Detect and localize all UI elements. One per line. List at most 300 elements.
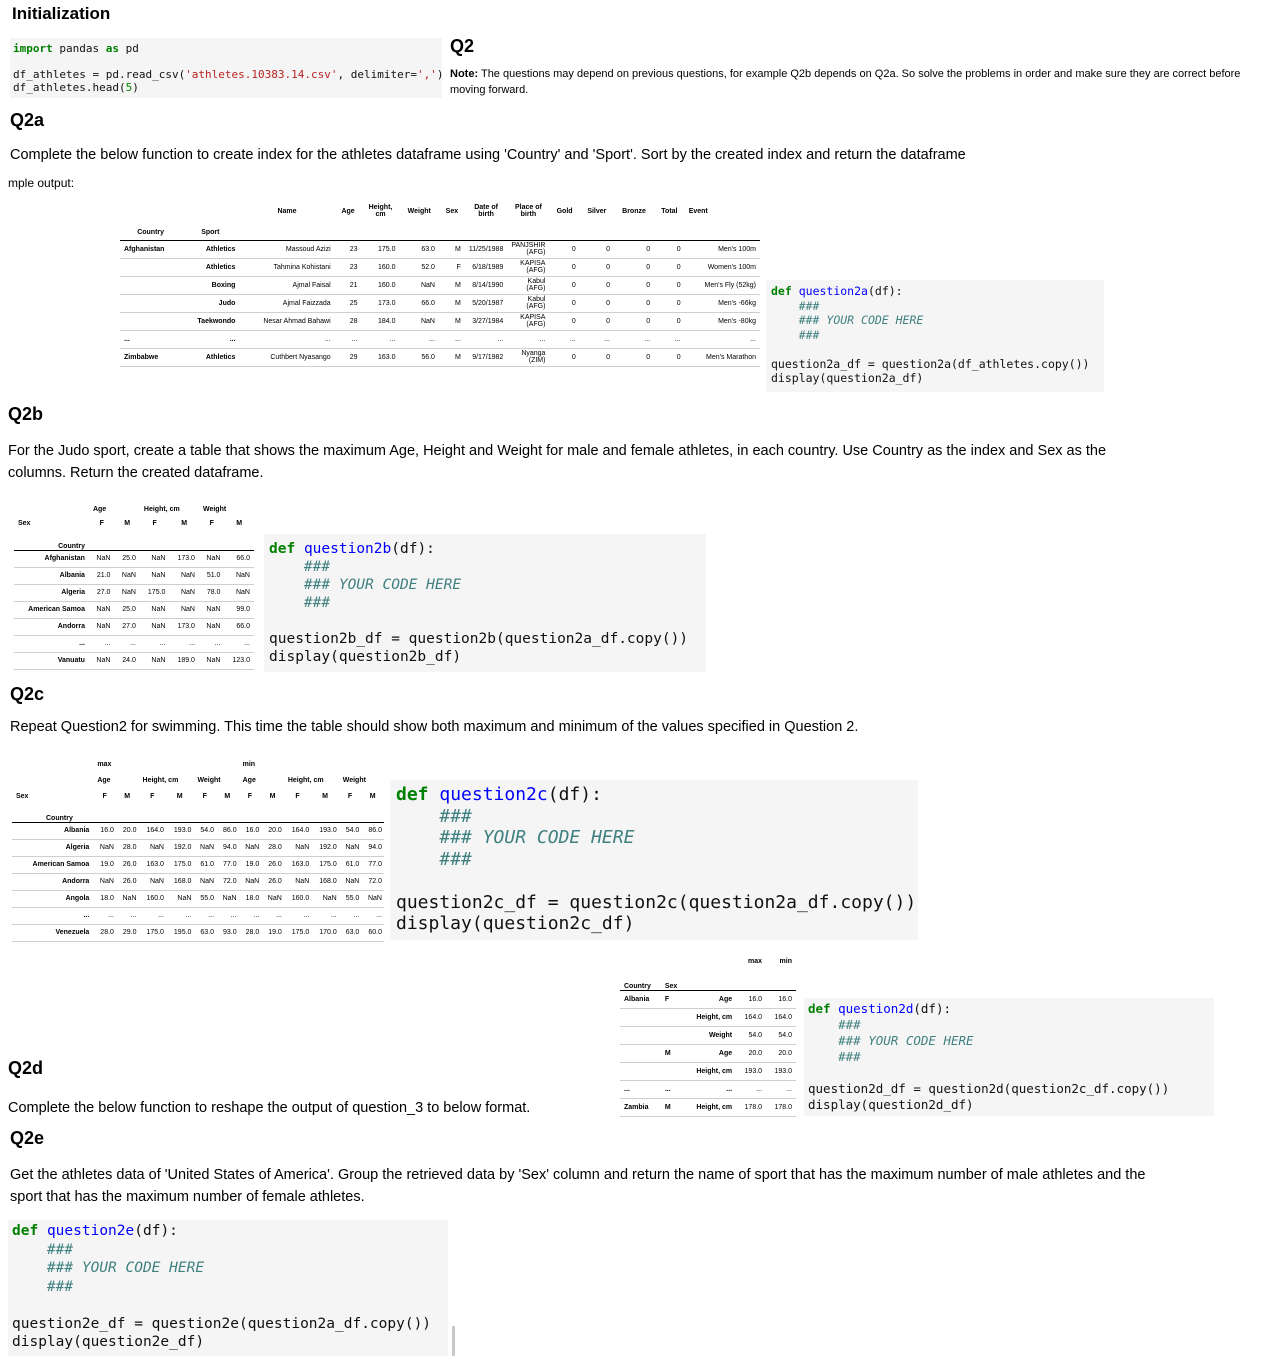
table-cell: NaN (206, 657, 221, 664)
sex-header: F (347, 792, 353, 800)
table-cell: 19.0 (100, 861, 114, 868)
table-cell: Men's -66kg (718, 299, 756, 307)
q2b-description: For the Judo sport, create a table that shows the maximum Age, Height and Weight for male and female athletes, in each country. Use Country as the index and Sex as the columns. Return the created dataframe. (8, 443, 1107, 481)
table-cell: 193.0 (173, 827, 192, 834)
q2a-col-header: Silver (587, 207, 607, 215)
q2c-level1-header: Age (242, 776, 256, 784)
table-cell: 164.0 (774, 1013, 792, 1021)
table-cell: 173.0 (177, 623, 195, 630)
table-cell: NaN (96, 657, 111, 664)
index-country: Venezuela (55, 929, 90, 936)
table-row (120, 294, 760, 312)
table-cell: Men's Marathon (706, 353, 756, 361)
sex-header: M (369, 792, 376, 800)
index-country: Afghanistan (44, 555, 85, 562)
table-cell: 160.0 (146, 895, 164, 902)
index-country: Angola (65, 895, 90, 902)
table-cell: 0 (606, 281, 610, 289)
q2c-level1-header: Weight (342, 776, 366, 784)
table-cell: NaN (222, 895, 237, 902)
table-cell: NaN (151, 623, 166, 630)
table-cell: NaN (151, 572, 166, 579)
table-cell: 23 (349, 263, 358, 271)
table-cell: 11/25/1988 (468, 245, 504, 253)
q2c-level0-header: max (97, 760, 112, 768)
table-cell: ... (185, 912, 192, 919)
sex-header: M (181, 519, 188, 527)
table-cell: Men's 100m (718, 245, 756, 253)
q2e-code-cell[interactable]: def question2e(df): ### ### YOUR CODE HERE ### question2e_df = question2e(question2a_df.copy()) display(question2e_df) (8, 1220, 448, 1356)
table-cell: 54.0 (778, 1031, 792, 1039)
table-cell: 20.0 (122, 827, 137, 834)
table-cell: Ajmal Faisal (292, 281, 331, 289)
q2b-index-name: Country (58, 542, 85, 550)
table-cell: M (454, 299, 461, 307)
table-cell: Cuthbert Nyasango (270, 353, 331, 361)
table-cell: 25 (349, 299, 358, 307)
table-cell: NaN (180, 589, 195, 596)
table-cell: ... (604, 335, 610, 343)
table-cell: 25.0 (122, 606, 136, 613)
table-cell: ... (376, 912, 382, 919)
table-cell: 3/27/1984 (472, 317, 504, 325)
q2c-sample-table (12, 756, 384, 942)
table-cell: 19.0 (268, 929, 282, 936)
index-country: American Samoa (32, 861, 90, 868)
table-cell: NaN (235, 589, 250, 596)
q2d-title: Q2d (8, 1058, 44, 1078)
table-cell: 24.0 (122, 657, 136, 664)
q2d-description: Complete the below function to reshape the output of question_3 to below format. (8, 1100, 531, 1116)
sex-header: M (124, 519, 131, 527)
table-cell: ... (275, 912, 282, 919)
table-cell: 93.0 (223, 929, 237, 936)
table-cell: NaN (151, 657, 166, 664)
q2b-top-header: Weight (202, 505, 227, 513)
table-row (620, 1098, 796, 1116)
table-cell: 0 (676, 245, 681, 253)
q2a-col-header: Total (661, 207, 678, 215)
table-cell: 163.0 (291, 861, 310, 868)
sex-header: F (202, 792, 207, 800)
initialization-code-cell[interactable]: import pandas as pd df_athletes = pd.read_csv('athletes.10383.14.csv', delimiter=',') df_athletes.head(5) (10, 38, 442, 98)
table-cell: NaN (200, 878, 215, 885)
table-cell: NaN (245, 878, 260, 885)
table-cell: ... (750, 335, 756, 343)
q2c-index-name: Country (46, 814, 73, 822)
table-cell: 94.0 (223, 844, 237, 851)
table-cell: 0 (571, 317, 576, 325)
index-sport: ... (229, 335, 236, 343)
table-cell: NaN (149, 878, 164, 885)
q2a-col-header: Age (341, 207, 355, 215)
table-cell: ... (158, 912, 164, 919)
table-cell: 175.0 (377, 245, 396, 253)
table-cell: ... (644, 335, 651, 343)
sex-header: F (152, 519, 157, 527)
table-row (120, 258, 760, 276)
table-cell: NaN (295, 878, 310, 885)
index-sex: M (664, 1103, 671, 1111)
table-cell: 16.0 (245, 827, 260, 834)
table-row (12, 873, 384, 890)
table-cell: 164.0 (146, 827, 164, 834)
table-row (14, 618, 254, 635)
table-cell: ... (389, 335, 396, 343)
index-sport: Taekwondo (197, 317, 236, 325)
index-country: ... (624, 1085, 630, 1093)
table-cell: 86.0 (223, 827, 237, 834)
table-cell: 0 (646, 281, 651, 289)
table-cell: 175.0 (291, 929, 310, 936)
table-cell: 0 (646, 263, 651, 271)
table-row (120, 348, 760, 366)
table-cell: 61.0 (345, 861, 360, 868)
table-cell: 23 (349, 245, 358, 253)
table-cell: 178.0 (744, 1103, 763, 1111)
q2a-index-name: Sport (201, 229, 220, 237)
table-cell: ... (454, 335, 461, 343)
index-sex: M (664, 1049, 671, 1057)
table-cell: 55.0 (200, 895, 215, 902)
q2e-title: Q2e (10, 1128, 45, 1148)
table-row (12, 822, 384, 839)
table-cell: 195.0 (173, 929, 192, 936)
table-cell: M (454, 353, 461, 361)
table-cell: 192.0 (319, 844, 337, 851)
sex-header: M (224, 792, 231, 800)
table-cell: 63.0 (421, 245, 435, 253)
table-cell: NaN (367, 895, 382, 902)
table-row (620, 990, 796, 1008)
index-country (120, 276, 181, 294)
table-cell: 0 (571, 281, 576, 289)
table-cell: 28 (349, 317, 358, 325)
table-cell: 54.0 (748, 1031, 763, 1039)
table-row (12, 856, 384, 873)
q2d-code-cell[interactable]: def question2d(df): ### ### YOUR CODE HERE ### question2d_df = question2d(question2c_df.copy()) display(question2d_df) (804, 998, 1214, 1116)
table-cell: NaN (345, 878, 360, 885)
index-country: Albania (59, 572, 85, 579)
table-row (620, 1062, 796, 1080)
table-cell: 178.0 (774, 1103, 792, 1111)
table-cell: 26.0 (268, 861, 282, 868)
index-sport: Athletics (205, 263, 236, 271)
table-cell: 27.0 (122, 623, 136, 630)
table-cell: NaN (322, 895, 337, 902)
table-cell: Kabul (AFG) (526, 296, 546, 310)
index-country: Vanuatu (57, 657, 85, 664)
q2b-sex-label: Sex (18, 519, 31, 527)
table-cell: 0 (606, 299, 610, 307)
table-cell: ... (130, 640, 136, 647)
sex-header: M (322, 792, 328, 800)
table-cell: 28.0 (268, 844, 282, 851)
table-cell: Women's 100m (707, 263, 756, 271)
table-cell: 20.0 (268, 827, 282, 834)
table-cell: ... (330, 912, 337, 919)
q2d-index-name: Sex (664, 982, 678, 990)
q2e-function-name: question2e (46, 1223, 135, 1239)
q2b-top-header: Height, cm (143, 505, 180, 513)
q2d-col-header: max (748, 957, 763, 965)
q2c-level1-header: Age (97, 776, 111, 784)
table-row (12, 907, 384, 924)
table-cell: ... (786, 1085, 792, 1093)
table-row (12, 839, 384, 856)
index-sex: ... (664, 1085, 671, 1093)
q2a-title: Q2a (10, 110, 45, 130)
table-cell: 54.0 (345, 827, 360, 834)
table-row (620, 1044, 796, 1062)
table-row (12, 890, 384, 907)
table-cell: 66.0 (421, 299, 435, 307)
q2a-col-header: Name (277, 207, 297, 215)
table-cell: 175.0 (319, 861, 337, 868)
table-cell: 19.0 (245, 861, 260, 868)
table-cell: 175.0 (147, 589, 166, 596)
table-cell: 66.0 (236, 623, 250, 630)
table-cell: Kabul (AFG) (526, 278, 546, 292)
table-cell: 164.0 (291, 827, 310, 834)
table-cell: 0 (646, 317, 651, 325)
sex-header: M (124, 792, 131, 800)
table-cell: 184.0 (377, 317, 396, 325)
table-cell: NaN (206, 606, 221, 613)
table-cell: ... (353, 912, 360, 919)
table-cell: 173.0 (377, 299, 396, 307)
table-cell: Ajmal Faizzada (282, 299, 331, 307)
index-country (620, 1044, 661, 1062)
sex-header: M (269, 792, 276, 800)
table-cell: 21 (349, 281, 358, 289)
table-cell: Tahmina Kohistani (273, 263, 331, 271)
table-cell: 6/18/1989 (472, 263, 504, 271)
table-cell: M (454, 245, 461, 253)
table-cell: NaN (121, 572, 136, 579)
table-cell: 0 (606, 353, 610, 361)
table-cell: 16.0 (100, 827, 114, 834)
table-cell: Men's Fly (52kg) (704, 281, 756, 289)
index-country: Afghanistan (124, 245, 165, 253)
sex-header: F (102, 792, 107, 800)
q2a-index-name: Country (137, 229, 165, 237)
table-cell: ... (253, 912, 260, 919)
q2d-function-name: question2d (838, 1001, 914, 1016)
table-cell: 175.0 (146, 929, 164, 936)
index-country: Algeria (61, 589, 85, 596)
sex-header: F (99, 519, 104, 527)
table-cell: Massoud Azizi (285, 245, 331, 253)
table-cell: 0 (606, 317, 610, 325)
index-measure: Height, cm (696, 1013, 733, 1021)
index-country (620, 1026, 661, 1044)
table-cell: NaN (345, 844, 360, 851)
table-cell: ... (497, 335, 504, 343)
table-cell: NaN (177, 895, 192, 902)
q2b-sample-table (14, 502, 254, 672)
table-cell: 193.0 (319, 827, 337, 834)
table-row (620, 1080, 796, 1098)
q2a-code-cell[interactable]: def question2a(df): ### ### YOUR CODE HERE ### question2a_df = question2a(df_athletes.copy()) display(question2a_df) (766, 280, 1104, 392)
table-cell: PANJSHIR (AFG) (511, 242, 546, 256)
index-sport: Judo (218, 299, 236, 307)
table-cell: 60.0 (368, 929, 382, 936)
table-cell: ... (539, 335, 546, 343)
q2a-col-header: Gold (556, 207, 573, 215)
q2c-level1-header: Weight (197, 776, 221, 784)
table-cell: 56.0 (421, 353, 435, 361)
q2c-code-cell[interactable]: def question2c(df): ### ### YOUR CODE HERE ### question2c_df = question2c(question2a_df.copy()) display(question2c_df) (390, 780, 918, 940)
table-cell: NaN (96, 623, 111, 630)
table-row (120, 276, 760, 294)
index-measure: Age (718, 1049, 733, 1057)
table-cell: 26.0 (122, 878, 137, 885)
sex-header: F (295, 792, 300, 800)
table-cell: 18.0 (100, 895, 114, 902)
index-country: Andorra (62, 878, 90, 885)
table-cell: M (454, 317, 461, 325)
table-cell: 77.0 (223, 861, 237, 868)
q2c-sex-label: Sex (16, 792, 29, 800)
q2a-sample-label: mple output: (8, 176, 75, 190)
table-cell: KAPISA (AFG) (520, 314, 546, 328)
q2a-col-header: Event (688, 207, 708, 215)
table-row (14, 652, 254, 669)
table-cell: ... (351, 335, 358, 343)
table-cell: NaN (96, 606, 111, 613)
scrollbar-handle[interactable] (452, 1326, 455, 1356)
table-cell: 18.0 (245, 895, 260, 902)
table-cell: 94.0 (368, 844, 382, 851)
table-cell: NaN (180, 606, 195, 613)
table-row (120, 312, 760, 330)
table-cell: 123.0 (232, 657, 250, 664)
table-cell: 20.0 (778, 1049, 792, 1057)
index-sport: Athletics (205, 245, 236, 253)
index-country: Andorra (57, 623, 85, 630)
table-cell: ... (159, 640, 166, 647)
table-cell: 189.0 (177, 657, 195, 664)
table-cell: 0 (571, 299, 576, 307)
table-cell: 5/20/1987 (472, 299, 504, 307)
table-cell: 0 (676, 281, 681, 289)
table-cell: NaN (96, 555, 111, 562)
index-country: ... (83, 912, 90, 919)
table-cell: NaN (151, 555, 166, 562)
table-cell: 77.0 (368, 861, 382, 868)
table-cell: 52.0 (421, 263, 435, 271)
table-row (620, 1008, 796, 1026)
index-country: ... (79, 640, 85, 647)
q2-note-label: Note: (450, 68, 479, 80)
index-sex (661, 1062, 685, 1080)
table-cell: 164.0 (744, 1013, 763, 1021)
table-cell: 63.0 (345, 929, 360, 936)
table-cell: NaN (245, 844, 260, 851)
table-row (14, 635, 254, 652)
index-sex (661, 1026, 685, 1044)
table-cell: 0 (646, 245, 651, 253)
table-row (14, 550, 254, 567)
table-cell: NaN (99, 878, 114, 885)
table-cell: ... (108, 912, 114, 919)
table-cell: 192.0 (173, 844, 192, 851)
table-cell: 9/17/1982 (472, 353, 504, 361)
table-cell: ... (208, 912, 215, 919)
table-cell: 61.0 (200, 861, 215, 868)
table-cell: 51.0 (206, 572, 221, 579)
q2c-description: Repeat Question2 for swimming. This time the table should show both maximum and minimum of the values specified in Question 2. (10, 719, 859, 735)
table-cell: ... (104, 640, 111, 647)
sex-header: F (150, 792, 155, 800)
table-cell: 0 (571, 263, 576, 271)
index-sex (661, 1008, 685, 1026)
q2c-title: Q2c (10, 684, 45, 704)
index-measure: ... (726, 1085, 733, 1093)
table-cell: NaN (420, 317, 435, 325)
table-row (620, 1026, 796, 1044)
table-cell: 25.0 (122, 555, 136, 562)
index-country: Albania (624, 995, 650, 1003)
table-cell: 16.0 (778, 995, 792, 1003)
table-cell: 66.0 (236, 555, 250, 562)
table-row (120, 330, 760, 348)
table-cell: NaN (267, 895, 282, 902)
index-country: Zambia (624, 1103, 649, 1111)
table-cell: M (454, 281, 461, 289)
table-cell: NaN (206, 623, 221, 630)
index-country: American Samoa (28, 606, 85, 613)
table-cell: NaN (99, 844, 114, 851)
table-cell: 193.0 (774, 1067, 792, 1075)
table-row (14, 601, 254, 618)
table-cell: 72.0 (368, 878, 382, 885)
q2a-col-header: Weight (407, 207, 431, 215)
sex-header: M (236, 519, 243, 527)
table-cell: 0 (571, 353, 576, 361)
index-measure: Height, cm (696, 1067, 733, 1075)
q2a-col-header: Sex (445, 207, 459, 215)
q2e-description: Get the athletes data of 'United States of America'. Group the retrieved data by 'Sex' column and return the name of sport that has the maximum number of male athletes and the sport that has the maximum number of female athletes. (10, 1167, 1146, 1205)
index-country: Zimbabwe (124, 353, 159, 361)
table-cell: 29 (349, 353, 358, 361)
table-cell: 20.0 (748, 1049, 763, 1057)
table-cell: ... (756, 1085, 763, 1093)
table-cell: NaN (180, 572, 195, 579)
table-cell: 168.0 (173, 878, 192, 885)
table-cell: NaN (206, 555, 221, 562)
table-cell: 21.0 (96, 572, 111, 579)
index-country: ... (124, 335, 130, 343)
q2a-col-header: Place of birth (514, 204, 542, 218)
table-cell: 99.0 (236, 606, 250, 613)
q2c-function-name: question2c (439, 784, 548, 805)
table-cell: NaN (149, 844, 164, 851)
table-cell: ... (674, 335, 681, 343)
index-country (120, 294, 181, 312)
table-cell: NaN (151, 606, 166, 613)
table-cell: 72.0 (223, 878, 237, 885)
sex-header: M (176, 792, 183, 800)
q2b-code-cell[interactable]: def question2b(df): ### ### YOUR CODE HERE ### question2b_df = question2b(question2a_df.copy()) display(question2b_df) (264, 534, 706, 672)
table-cell: 0 (606, 263, 610, 271)
table-cell: ... (244, 640, 250, 647)
q2d-sample-table (620, 952, 796, 1120)
table-cell: ... (130, 912, 137, 919)
q2c-level1-header: Height, cm (287, 776, 324, 784)
index-sport: Athletics (205, 353, 236, 361)
